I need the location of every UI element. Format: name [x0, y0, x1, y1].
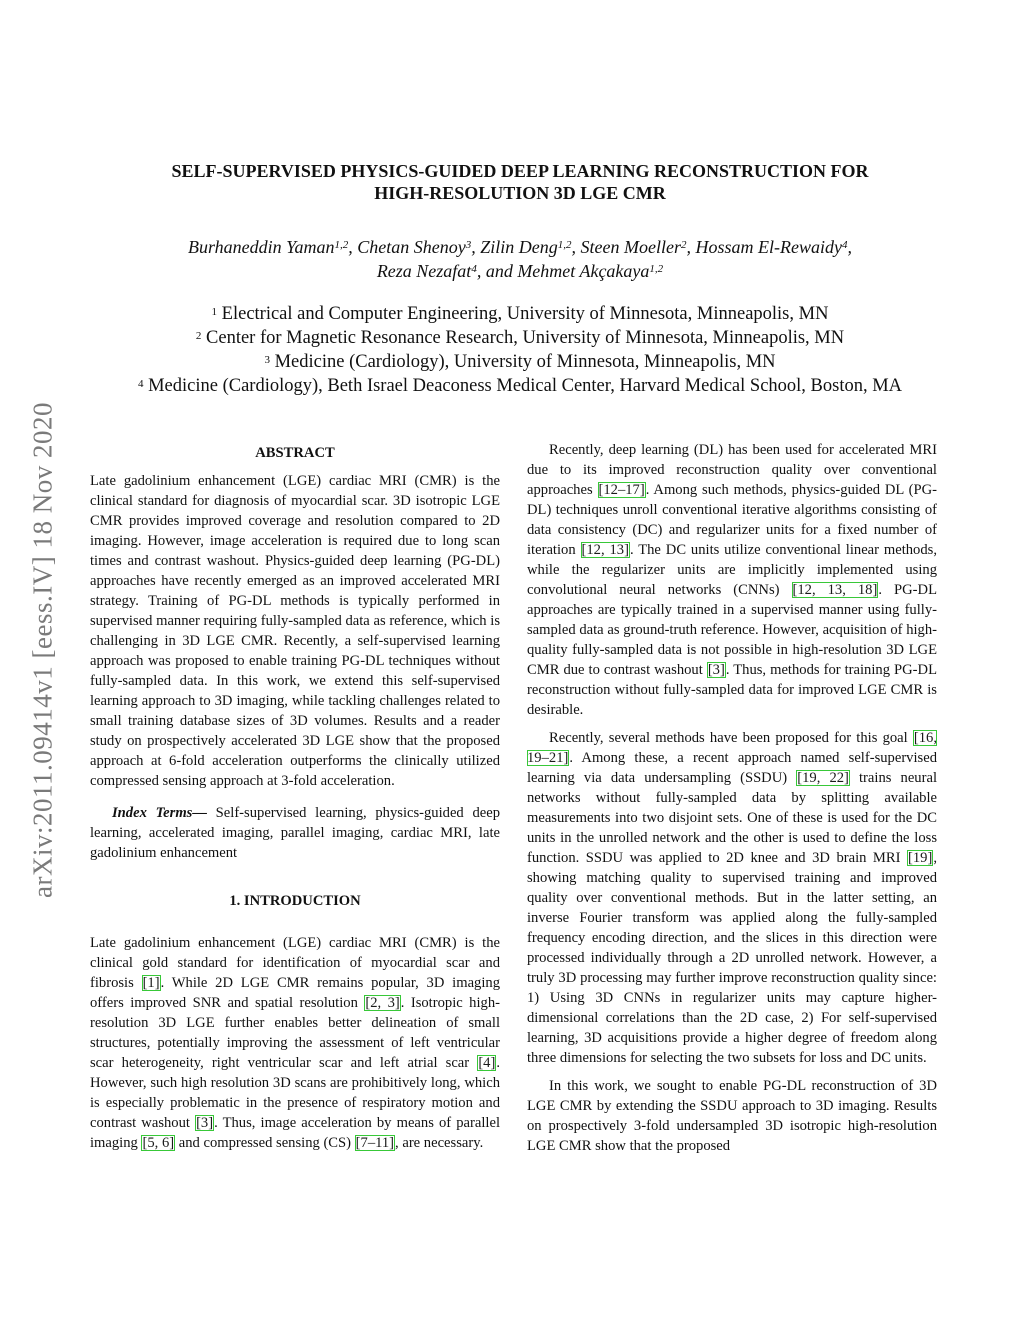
author-affil-sup: 3 — [465, 239, 472, 251]
affiliation-list — [90, 302, 950, 398]
author-affil-sup: 1,2 — [557, 239, 572, 251]
affiliation-number: 1 — [211, 306, 218, 318]
paragraph-text: In this work, we sought to enable PG-DL reconstruction of 3D LGE CMR by extending the SSDU approach to 3D imaging. Results on prospectively 3-fold undersampled 3D isotropic high-resolution LGE CMR show that the proposed — [527, 1078, 937, 1154]
paragraph-text: . However, such high resolution 3D scans are prohibitively long, which is especially problematic in the presence of respiratory motion and contrast washout — [90, 1055, 500, 1131]
author-name: Steen Moeller — [580, 237, 681, 257]
paragraph-text: , are necessary. — [395, 1135, 484, 1151]
paragraph-text: . Thus, image acceleration by means of parallel imaging — [90, 1115, 500, 1151]
citation-link[interactable]: [5, 6] — [142, 1135, 175, 1151]
introduction-heading: 1. INTRODUCTION — [229, 893, 361, 909]
affiliation — [90, 350, 950, 374]
citation-link[interactable]: [12, 13, 18] — [792, 582, 878, 598]
paragraph-text: . The DC units utilize conventional linear methods, while the regularizer units are implicitly implemented using convolutional neural networks (CNNs) — [527, 542, 937, 598]
author-name: Reza Nezafat — [376, 261, 472, 281]
author-line-2: Reza Nezafat$^4$, and Mehmet Akçakaya$^{1,2}$ — [376, 261, 664, 281]
paper-title — [100, 160, 940, 204]
arxiv-identifier: arXiv:2011.09414v1 [eess.IV] 18 Nov 2020 — [27, 402, 58, 898]
author-name: Chetan Shenoy — [357, 237, 466, 257]
citation-link[interactable]: [19, 22] — [797, 770, 849, 786]
affiliation — [90, 326, 950, 350]
paragraph-text: . Among such methods, physics-guided DL (PG-DL) techniques unroll conventional iterative algorithms consisting of data consistency (DC) and regularizer units for a fixed number of iteration — [527, 482, 937, 558]
index-terms — [90, 803, 500, 863]
author-name: Zilin Deng — [480, 237, 558, 257]
paragraph-text: Recently, several methods have been proposed for this goal — [549, 730, 913, 746]
author-affil-sup: 4 — [841, 239, 848, 251]
citation-link[interactable]: [7–11] — [355, 1135, 395, 1151]
abstract-text: Late gadolinium enhancement (LGE) cardiac MRI (CMR) is the clinical standard for diagnosis of myocardial scar. 3D isotropic LGE CMR provides improved coverage and resolution compared to 2D imaging. However, image acceleration is required due to long scan times and contrast washout. Physics-guided deep learning (PG-DL) approaches have recently emerged as an improved accelerated MRI strategy. Training of PG-DL methods is typically performed in supervised manner requiring fully-sampled data as reference, which is challenging in 3D LGE CMR. Recently, a self-supervised learning approach was proposed to enable training PG-DL techniques without fully-sampled data. In this work, we extend this self-supervised learning approach to 3D imaging, while tackling challenges related to small training database sizes of 3D volumes. Results and a reader study on prospectively accelerated 3D LGE show that the proposed approach at 6-fold acceleration outperforms the clinically utilized compressed sensing approach at 3-fold acceleration. — [90, 473, 500, 789]
paragraph-text: Recently, deep learning (DL) has been used for accelerated MRI due to its improved reconstruction quality over conventional approaches — [527, 442, 937, 498]
title-line-1: SELF-SUPERVISED PHYSICS-GUIDED DEEP LEARNING RECONSTRUCTION FOR — [171, 161, 869, 181]
paragraph-text: and compressed sensing (CS) — [175, 1135, 355, 1151]
right-column — [527, 440, 937, 1156]
affiliation-number: 2 — [195, 330, 202, 342]
intro-paragraph-1 — [90, 933, 500, 1153]
citation-link[interactable]: [19] — [908, 850, 933, 866]
author-line-1: Burhaneddin Yaman$^{1,2}$, Chetan Shenoy$^3$, Zilin Deng$^{1,2}$, Steen Moeller$^2$, Hossam El-Rewaidy$^4$, — [188, 237, 852, 257]
paragraph-text: trains neural networks without fully-sampled data by splitting available measurements into two disjoint sets. One of these is used for the DC units in the unrolled network and the other is used to define the loss function. SSDU was applied to 2D knee and 3D brain MRI — [527, 770, 937, 866]
citation-link[interactable]: [3] — [196, 1115, 214, 1131]
paragraph-text: . Thus, methods for training PG-DL reconstruction without fully-sampled data for improved LGE CMR is desirable. — [527, 662, 937, 718]
citation-link[interactable]: [2, 3] — [365, 995, 400, 1011]
citation-link[interactable]: [3] — [707, 662, 725, 678]
index-terms-text: Self-supervised learning, physics-guided deep learning, accelerated imaging, parallel imaging, cardiac MRI, late gadolinium enhancement — [90, 805, 501, 861]
affiliation — [90, 374, 950, 398]
paragraph-text: Late gadolinium enhancement (LGE) cardiac MRI (CMR) is the clinical gold standard for identification of myocardial scar and fibrosis — [90, 935, 500, 991]
citation-link[interactable]: [1] — [142, 975, 160, 991]
affiliation-number: 4 — [137, 378, 144, 390]
affiliation-number: 3 — [264, 354, 270, 366]
index-terms-label: Index Terms— — [112, 805, 207, 821]
author-list — [100, 235, 940, 283]
author-affil-sup: 1,2 — [334, 239, 349, 251]
author-conjunction: and — [485, 261, 518, 281]
paragraph-text: . PG-DL approaches are typically trained in a supervised manner using fully-sampled data as ground-truth reference. However, acquisition of high-quality fully-sampled data is not possible in high-resolution 3D LGE CMR due to contrast washout — [527, 582, 937, 678]
author-affil-sup: 1,2 — [649, 263, 664, 275]
affiliation — [90, 302, 950, 326]
abstract-heading: ABSTRACT — [255, 445, 335, 461]
affiliation-text: Medicine (Cardiology), University of Minnesota, Minneapolis, MN — [274, 352, 776, 372]
citation-link[interactable]: [12–17] — [598, 482, 645, 498]
citation-link[interactable]: [16, 19–21] — [527, 730, 937, 766]
paragraph-text: , showing matching quality to supervised training and improved quality over conventional methods. But in the latter setting, an inverse Fourier transform was applied along the fully-sampled frequency encoding direction, and the slices in this direction were processed individually through a 2D unrolled network. However, a truly 3D processing may further improve reconstruction quality since: 1) Using 3D CNNs in regularizer units may capture higher-dimensional correlations than the 2D case, 2) For self-supervised learning, 3D acquisitions provide a higher degree of freedom along three dimensions for selecting the two subsets for loss and DC units. — [527, 850, 937, 1066]
left-column — [90, 440, 500, 1153]
citation-link[interactable]: [12, 13] — [581, 542, 629, 558]
intro-paragraph-4 — [527, 1076, 937, 1156]
intro-paragraph-2 — [527, 440, 937, 720]
author-name: Mehmet Akçakaya — [517, 261, 650, 281]
paragraph-text: . Among these, a recent approach named self-supervised learning via data undersampling (SSDU) — [527, 750, 937, 786]
paragraph-text: . Isotropic high-resolution 3D LGE further enables better delineation of small structures, potentially improving the assessment of left ventricular scar heterogeneity, right ventricular scar and left atrial scar — [90, 995, 500, 1071]
author-name: Hossam El-Rewaidy — [695, 237, 842, 257]
affiliation-text: Electrical and Computer Engineering, University of Minnesota, Minneapolis, MN — [221, 304, 829, 324]
author-affil-sup: 4 — [471, 263, 477, 275]
title-line-2: HIGH-RESOLUTION 3D LGE CMR — [374, 183, 666, 203]
affiliation-text: Medicine (Cardiology), Beth Israel Deaconess Medical Center, Harvard Medical School, Boston, MA — [148, 376, 903, 396]
author-name: Burhaneddin Yaman — [188, 237, 335, 257]
affiliation-text: Center for Magnetic Resonance Research, University of Minnesota, Minneapolis, MN — [206, 328, 845, 348]
author-affil-sup: 2 — [681, 239, 687, 251]
intro-paragraph-3 — [527, 728, 937, 1068]
paragraph-text: . While 2D LGE CMR remains popular, 3D imaging offers improved SNR and spatial resolution — [90, 975, 500, 1011]
citation-link[interactable]: [4] — [478, 1055, 496, 1071]
arxiv-sidebar — [8, 340, 78, 960]
